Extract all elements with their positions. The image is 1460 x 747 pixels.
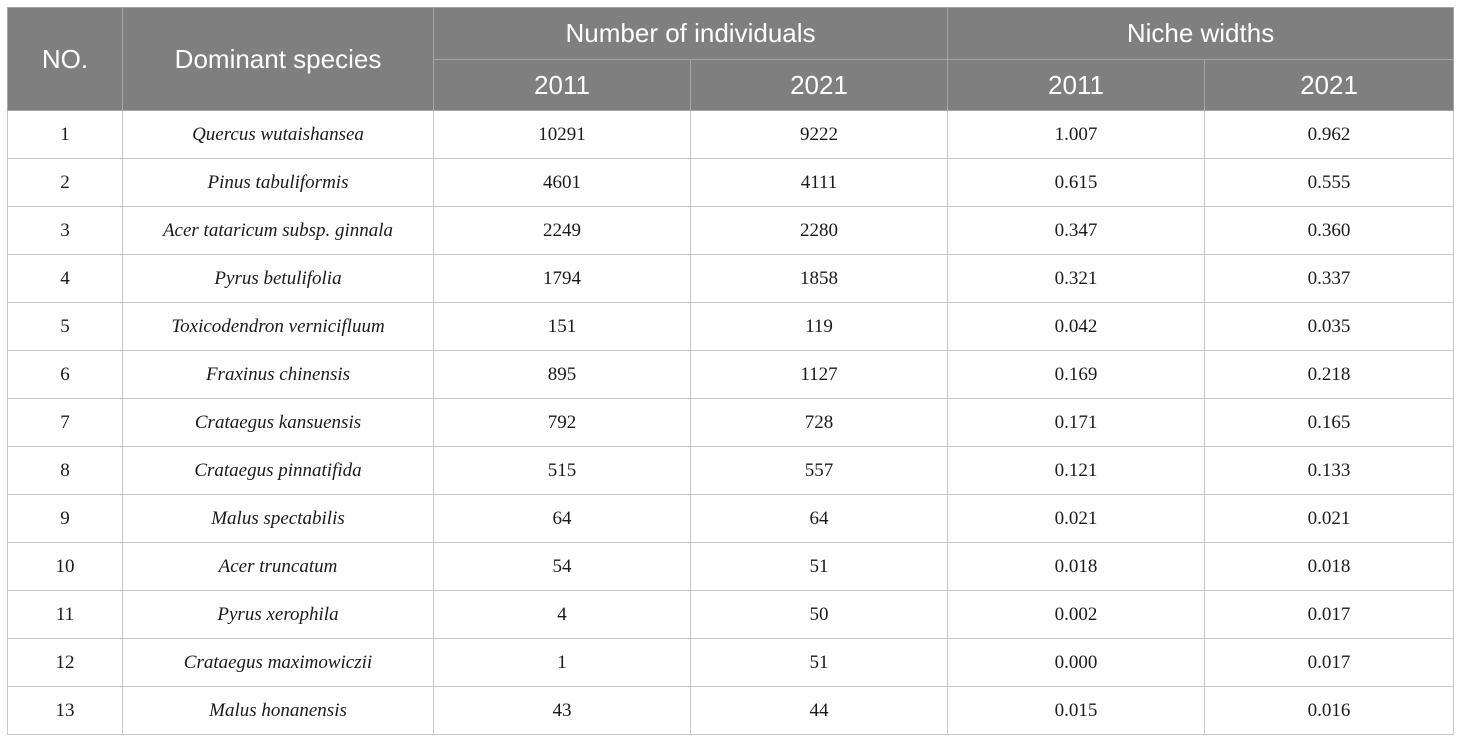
table-header	[8, 8, 1454, 111]
cell-species: Acer truncatum	[123, 543, 434, 591]
cell-individuals-2021: 728	[691, 399, 948, 447]
cell-individuals-2011: 151	[434, 303, 691, 351]
table-row	[8, 591, 1454, 639]
cell-niche-2011: 0.018	[948, 543, 1205, 591]
table-row	[8, 303, 1454, 351]
cell-species: Fraxinus chinensis	[123, 351, 434, 399]
cell-niche-2021: 0.165	[1205, 399, 1454, 447]
cell-species: Pyrus betulifolia	[123, 255, 434, 303]
cell-niche-2011: 0.347	[948, 207, 1205, 255]
cell-niche-2021: 0.337	[1205, 255, 1454, 303]
header-row-group	[8, 8, 1454, 60]
header-niche-widths: Niche widths	[948, 8, 1454, 60]
cell-niche-2011: 1.007	[948, 111, 1205, 159]
table-row	[8, 447, 1454, 495]
header-individuals-2011: 2011	[434, 60, 691, 111]
cell-no: 5	[8, 303, 123, 351]
cell-no: 8	[8, 447, 123, 495]
cell-species: Acer tataricum subsp. ginnala	[123, 207, 434, 255]
cell-niche-2011: 0.021	[948, 495, 1205, 543]
cell-niche-2021: 0.360	[1205, 207, 1454, 255]
cell-individuals-2011: 792	[434, 399, 691, 447]
cell-individuals-2021: 1127	[691, 351, 948, 399]
cell-niche-2011: 0.002	[948, 591, 1205, 639]
cell-species: Quercus wutaishansea	[123, 111, 434, 159]
cell-no: 11	[8, 591, 123, 639]
header-niche-2021: 2021	[1205, 60, 1454, 111]
cell-no: 12	[8, 639, 123, 687]
cell-niche-2021: 0.017	[1205, 639, 1454, 687]
cell-individuals-2021: 4111	[691, 159, 948, 207]
cell-niche-2021: 0.016	[1205, 687, 1454, 735]
table-row	[8, 399, 1454, 447]
cell-species: Toxicodendron vernicifluum	[123, 303, 434, 351]
cell-individuals-2011: 2249	[434, 207, 691, 255]
data-table-container	[7, 7, 1453, 735]
cell-no: 1	[8, 111, 123, 159]
cell-individuals-2011: 10291	[434, 111, 691, 159]
cell-no: 7	[8, 399, 123, 447]
cell-no: 3	[8, 207, 123, 255]
cell-niche-2011: 0.121	[948, 447, 1205, 495]
cell-individuals-2021: 51	[691, 543, 948, 591]
cell-individuals-2011: 43	[434, 687, 691, 735]
cell-individuals-2021: 9222	[691, 111, 948, 159]
cell-niche-2011: 0.000	[948, 639, 1205, 687]
cell-species: Malus spectabilis	[123, 495, 434, 543]
cell-species: Malus honanensis	[123, 687, 434, 735]
table-row	[8, 543, 1454, 591]
cell-niche-2011: 0.169	[948, 351, 1205, 399]
cell-niche-2011: 0.321	[948, 255, 1205, 303]
cell-niche-2011: 0.042	[948, 303, 1205, 351]
cell-individuals-2011: 4601	[434, 159, 691, 207]
cell-species: Crataegus pinnatifida	[123, 447, 434, 495]
cell-no: 4	[8, 255, 123, 303]
cell-niche-2021: 0.962	[1205, 111, 1454, 159]
cell-niche-2021: 0.218	[1205, 351, 1454, 399]
cell-individuals-2021: 119	[691, 303, 948, 351]
cell-niche-2011: 0.171	[948, 399, 1205, 447]
cell-species: Crataegus maximowiczii	[123, 639, 434, 687]
cell-species: Pyrus xerophila	[123, 591, 434, 639]
cell-niche-2021: 0.035	[1205, 303, 1454, 351]
cell-individuals-2011: 64	[434, 495, 691, 543]
cell-individuals-2011: 1	[434, 639, 691, 687]
table-row	[8, 207, 1454, 255]
cell-species: Pinus tabuliformis	[123, 159, 434, 207]
table-body	[8, 111, 1454, 735]
cell-individuals-2011: 4	[434, 591, 691, 639]
cell-individuals-2011: 54	[434, 543, 691, 591]
cell-niche-2021: 0.021	[1205, 495, 1454, 543]
cell-individuals-2021: 50	[691, 591, 948, 639]
dominant-species-table	[7, 7, 1454, 735]
table-row	[8, 351, 1454, 399]
cell-individuals-2021: 64	[691, 495, 948, 543]
cell-no: 2	[8, 159, 123, 207]
cell-no: 10	[8, 543, 123, 591]
table-row	[8, 687, 1454, 735]
header-no: NO.	[8, 8, 123, 111]
table-row	[8, 111, 1454, 159]
cell-individuals-2021: 51	[691, 639, 948, 687]
cell-niche-2021: 0.018	[1205, 543, 1454, 591]
table-row	[8, 255, 1454, 303]
cell-species: Crataegus kansuensis	[123, 399, 434, 447]
cell-no: 6	[8, 351, 123, 399]
cell-niche-2021: 0.133	[1205, 447, 1454, 495]
cell-individuals-2011: 1794	[434, 255, 691, 303]
cell-niche-2021: 0.555	[1205, 159, 1454, 207]
header-number-of-individuals: Number of individuals	[434, 8, 948, 60]
cell-individuals-2011: 515	[434, 447, 691, 495]
cell-niche-2021: 0.017	[1205, 591, 1454, 639]
header-species: Dominant species	[123, 8, 434, 111]
cell-individuals-2021: 557	[691, 447, 948, 495]
cell-no: 9	[8, 495, 123, 543]
cell-individuals-2021: 1858	[691, 255, 948, 303]
table-row	[8, 495, 1454, 543]
cell-individuals-2021: 44	[691, 687, 948, 735]
table-row	[8, 159, 1454, 207]
header-niche-2011: 2011	[948, 60, 1205, 111]
cell-individuals-2021: 2280	[691, 207, 948, 255]
cell-no: 13	[8, 687, 123, 735]
cell-niche-2011: 0.015	[948, 687, 1205, 735]
table-row	[8, 639, 1454, 687]
header-individuals-2021: 2021	[691, 60, 948, 111]
cell-individuals-2011: 895	[434, 351, 691, 399]
cell-niche-2011: 0.615	[948, 159, 1205, 207]
